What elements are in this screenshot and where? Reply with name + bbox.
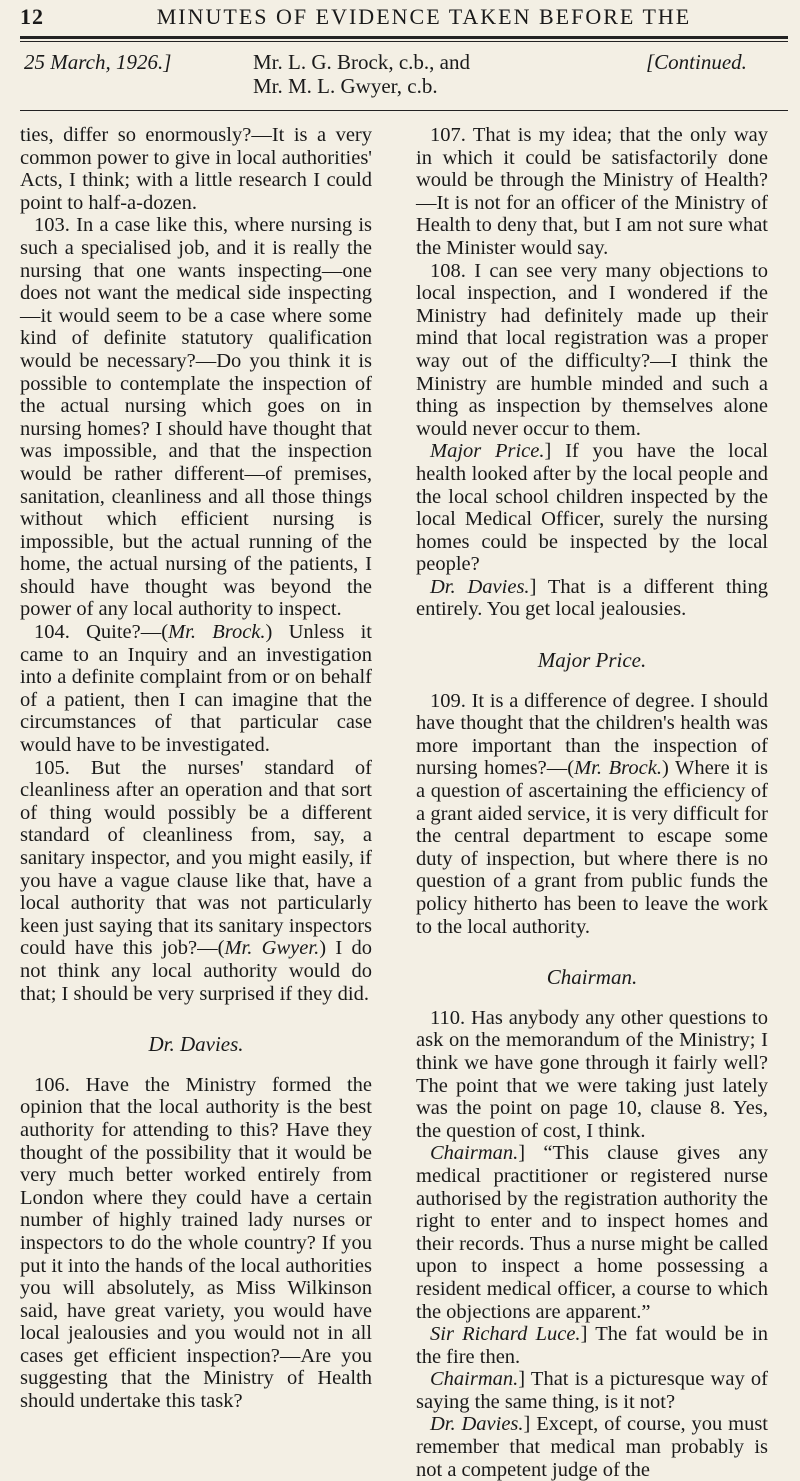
paragraph-davies-final: Dr. Davies.] Except, of course, you must remember that medical man probably is not a competent judge of the <box>416 1413 768 1481</box>
running-title: MINUTES OF EVIDENCE TAKEN BEFORE THE <box>156 4 692 29</box>
page-number: 12 <box>20 4 44 29</box>
header-rule-thick <box>20 36 788 39</box>
paragraph-103: 103. In a case like this, where nursing is such a specialised job, and it is really the nursing that one wants inspecting—one does not want the medical side inspecting—it would seem to be a case where some kind of definite statutory qualification would be necessary?—Do you think it is possible to contemplate the inspection of the actual nursing which goes on in nursing homes? I should have thought that was impossible, and that the inspection would be rather different—of premises, sanitation, cleanliness and all those things without which efficient nursing is impossible, but the actual running of the home, the actual nursing of the patients, I should have thought was beyond the power of any local authority to inspect. <box>20 214 372 621</box>
witness-line-1: Mr. L. G. Brock, c.b., and <box>253 50 470 74</box>
speaker-heading-price: Major Price. <box>537 648 647 673</box>
hearing-date: 25 March, 1926.] <box>24 50 172 74</box>
right-column <box>416 124 768 1481</box>
paragraph-chairman-remark: Chairman.] That is a picturesque way of saying the same thing, is it not? <box>416 1368 768 1413</box>
paragraph-110: 110. Has anybody any other questions to ask on the memorandum of the Ministry; I think we have gone through it fairly well? The point that we were taking just lately was the point on page 10, clause 8. Yes, the question of cost, I think. <box>416 1006 768 1142</box>
left-column <box>20 124 372 1413</box>
paragraph-davies-remark: Dr. Davies.] That is a different thing entirely. You get local jealousies. <box>416 575 769 621</box>
witness-line-2: Mr. M. L. Gwyer, c.b. <box>253 74 438 98</box>
subheader-rule <box>20 110 788 111</box>
header-rule-thin <box>20 41 788 42</box>
page-header <box>20 4 790 32</box>
paragraph-108: 108. I can see very many objections to local inspection, and I wondered if the Ministry had definitely made up their mind that local registration was a proper way out of the difficulty?—I think the Ministry are humble minded and such a thing as inspection by themselves alone would never occur to them. <box>416 259 768 440</box>
paragraph-106: 106. Have the Ministry formed the opinion that the local authority is the best authority for attending to this? Have they thought of the possibility that it would be very much better worked entirely from London where they could have a certain number of highly trained lady nurses or inspectors to do the whole country? If you put it into the hands of the local authorities you will absolutely, as Miss Wilkinson said, have great variety, you would have local jealousies and you would not in all cases get efficient inspection?—Are you suggesting that the Ministry of Health should undertake this task? <box>20 1073 372 1413</box>
continued-label: [Continued. <box>646 50 747 74</box>
paragraph-continued: ties, differ so enormously?—It is a very common power to give in local authorities' Acts, I think; with a little research I could point to half-a-dozen. <box>20 124 372 214</box>
paragraph-109: 109. It is a difference of degree. I should have thought that the children's health was more important than the inspection of nursing homes?—(Mr. Brock.) Where it is a question of ascertaining the efficiency of a grant aided service, it is very difficult for the central department to escape some duty of inspection, but where there is no question of a grant from public funds the policy hitherto has been to leave the work to the local authority. <box>416 689 768 938</box>
paragraph-104: 104. Quite?—(Mr. Brock.) Unless it came to an Inquiry and an investigation into a definite complaint from or on behalf of a patient, then I can imagine that the circumstances of that particular case would have to be investigated. <box>20 621 372 757</box>
paragraph-luce-remark: Sir Richard Luce.] The fat would be in the fire then. <box>416 1323 768 1368</box>
witness-names <box>253 50 533 98</box>
paragraph-chairman-quote: Chairman.] “This clause gives any medical practitioner or registered nurse authorised by the registration authority the right to enter and to inspect homes and their records. Thus a nurse might be called upon to inspect a home possessing a resident medical officer, a course to which the objections are apparent.” <box>416 1142 768 1323</box>
speaker-heading: Dr. Davies. <box>148 1032 244 1057</box>
paragraph-107: 107. That is my idea; that the only way in which it could be satisfactorily done would be through the Ministry of Health?—It is not for an officer of the Ministry of Health to deny that, but I am not sure what the Minister would say. <box>416 124 768 259</box>
speaker-heading-chairman: Chairman. <box>546 965 638 990</box>
paragraph-price-remark: Major Price.] If you have the local health looked after by the local people and the local school children inspected by the local Medical Officer, surely the nursing homes could be inspected by the local people? <box>416 440 768 576</box>
paragraph-105: 105. But the nurses' standard of cleanliness after an operation and that sort of thing would possibly be a different standard of cleanliness from, say, a sanitary inspector, and you might easily, if you have a vague clause like that, have a local authority that was not particularly keen just saying that its sanitary inspectors could have this job?—(Mr. Gwyer.) I do not think any local authority would do that; I should be very surprised if they did. <box>20 756 373 1005</box>
